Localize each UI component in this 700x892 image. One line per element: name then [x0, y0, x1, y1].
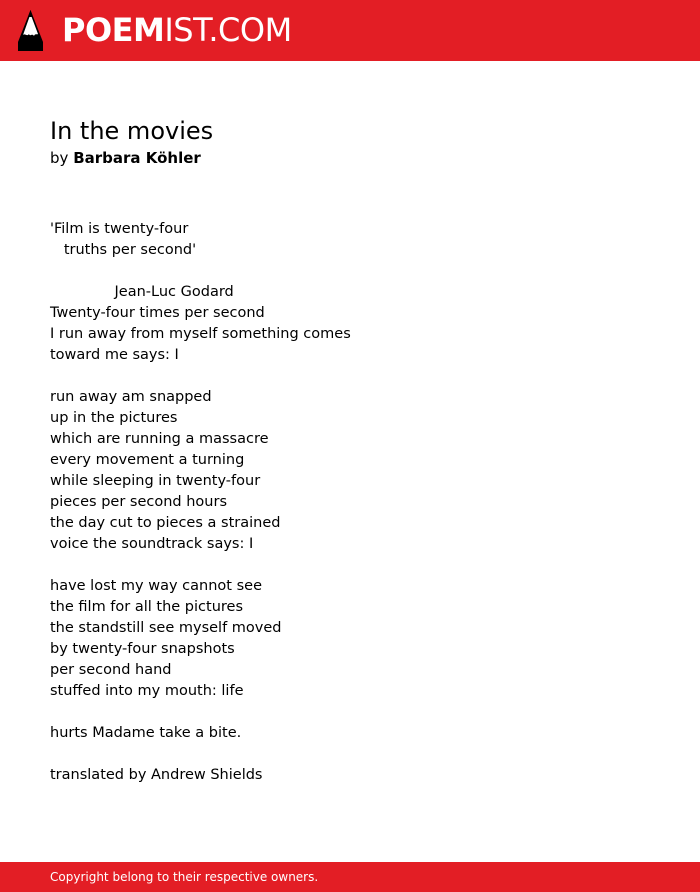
poem-line: by twenty-four snapshots — [50, 641, 235, 657]
site-header — [0, 0, 700, 61]
poem-line: truths per second' — [50, 242, 197, 258]
poem-line: have lost my way cannot see — [50, 578, 262, 594]
poem-line: pieces per second hours — [50, 494, 227, 510]
poem-line — [50, 555, 351, 576]
poem-line: while sleeping in twenty-four — [50, 473, 261, 489]
author-name[interactable]: Barbara Köhler — [73, 149, 201, 167]
brand-bold: POEM — [62, 11, 165, 49]
site-logo[interactable] — [62, 12, 292, 48]
poem-line: the day cut to pieces a strained — [50, 515, 281, 531]
poem-line — [50, 366, 351, 387]
poem-line: Twenty-four times per second — [50, 305, 265, 321]
poem-line: every movement a turning — [50, 452, 245, 468]
poem-line: up in the pictures — [50, 410, 178, 426]
poem-line: translated by Andrew Shields — [50, 767, 263, 783]
copyright-text: Copyright belong to their respective owners. — [50, 870, 319, 884]
poem-line: per second hand — [50, 662, 172, 678]
byline-prefix: by — [50, 149, 69, 167]
poem-line: I run away from myself something comes — [50, 326, 351, 342]
poem-line — [50, 702, 351, 723]
poem-line: 'Film is twenty-four — [50, 221, 189, 237]
poem-body — [50, 219, 351, 786]
poem-line — [50, 261, 351, 282]
poem-line: hurts Madame take a bite. — [50, 725, 242, 741]
poem-line: voice the soundtrack says: I — [50, 536, 254, 552]
poem-line: the film for all the pictures — [50, 599, 244, 615]
poem-line — [50, 744, 351, 765]
poem-line: run away am snapped — [50, 389, 212, 405]
poem-line: stuffed into my mouth: life — [50, 683, 244, 699]
poem-line: Jean-Luc Godard — [50, 284, 234, 300]
poem-title: In the movies — [50, 117, 214, 145]
pencil-icon[interactable] — [18, 10, 43, 51]
byline — [50, 148, 201, 169]
poem-line: which are running a massacre — [50, 431, 269, 447]
poem-line: toward me says: I — [50, 347, 179, 363]
brand-light: IST.COM — [164, 11, 292, 49]
site-footer — [0, 862, 700, 892]
poem-line: the standstill see myself moved — [50, 620, 282, 636]
